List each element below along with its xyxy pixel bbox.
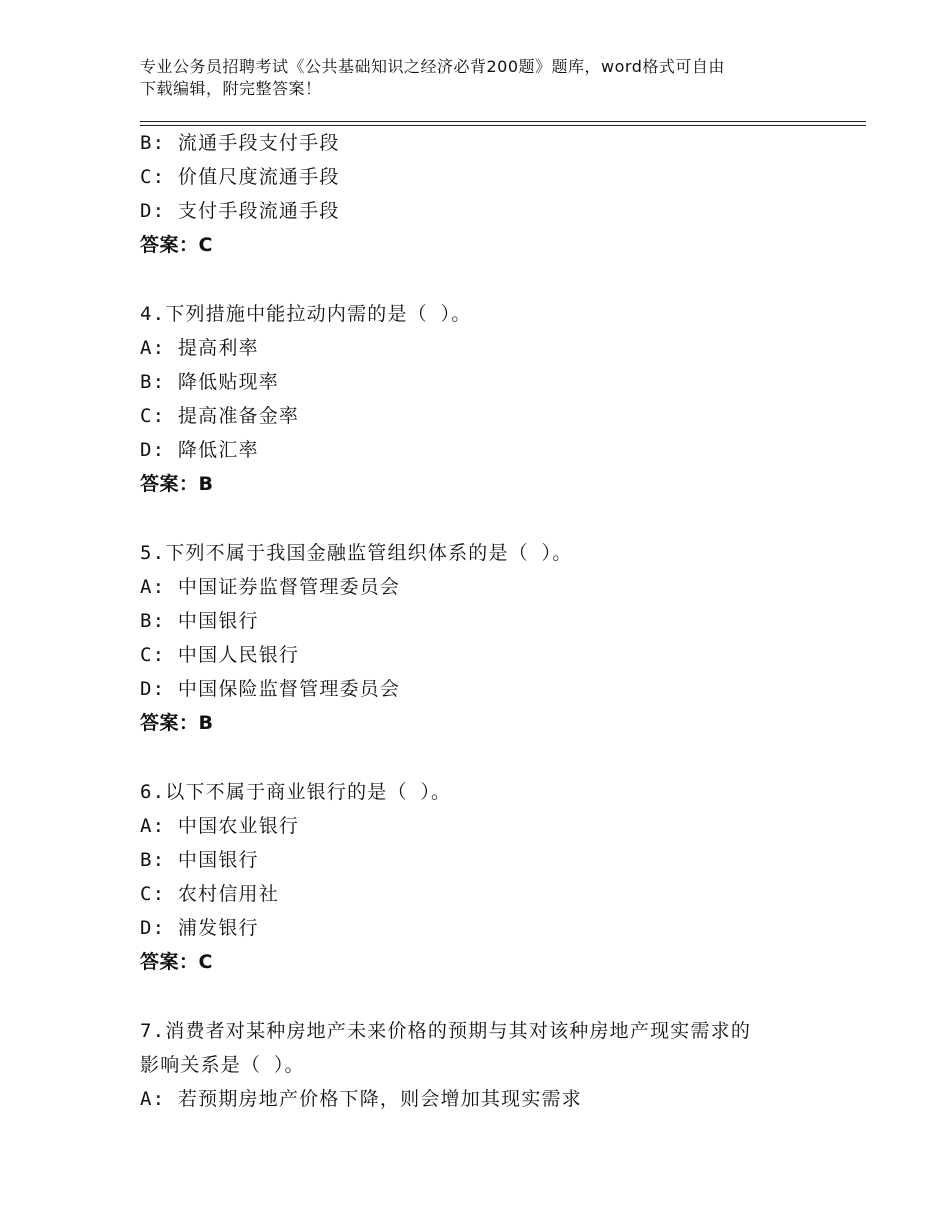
header-line-1: 专业公务员招聘考试《公共基础知识之经济必背200题》题库，word格式可自由 bbox=[140, 57, 725, 76]
q3-option-d: D: 支付手段流通手段 bbox=[140, 200, 340, 222]
q7-stem-line-2: 影响关系是（ ）。 bbox=[140, 1054, 305, 1076]
q4-stem: 4.下列措施中能拉动内需的是（ ）。 bbox=[140, 303, 472, 325]
q6-option-b: B: 中国银行 bbox=[140, 849, 259, 871]
q4-answer: 答案：B bbox=[140, 473, 214, 495]
q6-answer: 答案：C bbox=[140, 951, 213, 973]
q7-option-a: A: 若预期房地产价格下降，则会增加其现实需求 bbox=[140, 1088, 582, 1110]
q5-option-c: C: 中国人民银行 bbox=[140, 644, 300, 666]
q3-option-b: B: 流通手段支付手段 bbox=[140, 132, 340, 154]
q4-option-d: D: 降低汇率 bbox=[140, 439, 259, 461]
q6-option-c: C: 农村信用社 bbox=[140, 883, 279, 905]
header-line-2: 下载编辑，附完整答案！ bbox=[140, 79, 322, 98]
q4-option-a: A: 提高利率 bbox=[140, 337, 259, 359]
q7-stem-line-1: 7.消费者对某种房地产未来价格的预期与其对该种房地产现实需求的 bbox=[140, 1020, 752, 1042]
q5-option-a: A: 中国证券监督管理委员会 bbox=[140, 576, 401, 598]
q4-option-b: B: 降低贴现率 bbox=[140, 371, 279, 393]
page-header bbox=[140, 56, 820, 100]
q3-option-c: C: 价值尺度流通手段 bbox=[140, 166, 340, 188]
header-divider-bottom bbox=[140, 125, 866, 126]
header-divider-top bbox=[140, 121, 866, 122]
q6-stem: 6.以下不属于商业银行的是（ ）。 bbox=[140, 781, 452, 803]
q5-stem: 5.下列不属于我国金融监管组织体系的是（ ）。 bbox=[140, 542, 573, 564]
q6-option-a: A: 中国农业银行 bbox=[140, 815, 300, 837]
q5-option-b: B: 中国银行 bbox=[140, 610, 259, 632]
q5-option-d: D: 中国保险监督管理委员会 bbox=[140, 678, 401, 700]
q6-option-d: D: 浦发银行 bbox=[140, 917, 259, 939]
q5-answer: 答案：B bbox=[140, 712, 214, 734]
q4-option-c: C: 提高准备金率 bbox=[140, 405, 300, 427]
q3-answer: 答案：C bbox=[140, 234, 213, 256]
